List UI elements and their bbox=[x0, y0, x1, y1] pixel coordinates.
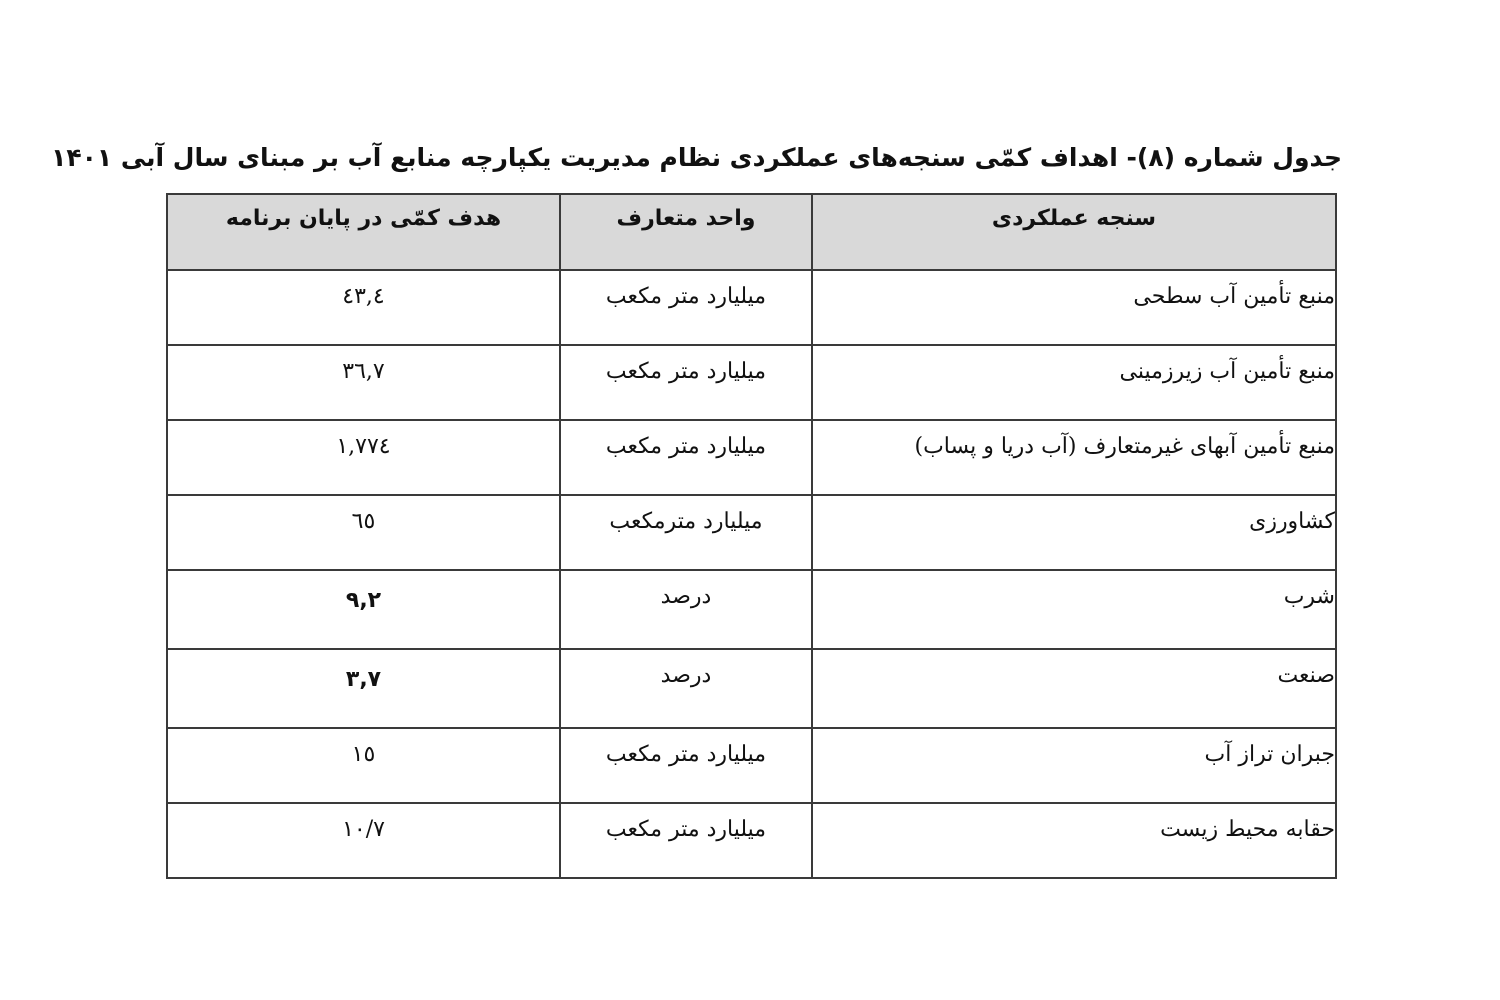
table-caption: جدول شماره (۸)- اهداف کمّی سنجه‌های عملکردی نظام مدیریت یکپارچه منابع آب بر مبنای سال آبی ۱۴۰۱ bbox=[51, 143, 1342, 172]
column-header-metric: سنجه عملکردی bbox=[812, 194, 1336, 270]
target-cell: ۳,۷ bbox=[167, 649, 560, 728]
metric-cell: حقابه محیط زیست bbox=[812, 803, 1336, 878]
target-cell: ١,٧٧٤ bbox=[167, 420, 560, 495]
unit-cell: درصد bbox=[560, 649, 812, 728]
column-header-unit: واحد متعارف bbox=[560, 194, 812, 270]
target-cell: ١٥ bbox=[167, 728, 560, 803]
unit-cell: میلیارد متر مکعب bbox=[560, 420, 812, 495]
metric-cell: صنعت bbox=[812, 649, 1336, 728]
metric-cell: کشاورزی bbox=[812, 495, 1336, 570]
metric-cell: منبع تأمین آبهای غیرمتعارف (آب دریا و پساب) bbox=[812, 420, 1336, 495]
unit-cell: میلیارد مترمکعب bbox=[560, 495, 812, 570]
table-row bbox=[167, 495, 1336, 570]
column-header-target: هدف کمّی در پایان برنامه bbox=[167, 194, 560, 270]
performance-metrics-table bbox=[166, 193, 1337, 879]
metric-cell: منبع تأمین آب سطحی bbox=[812, 270, 1336, 345]
unit-cell: میلیارد متر مکعب bbox=[560, 270, 812, 345]
table-row bbox=[167, 803, 1336, 878]
table-row bbox=[167, 649, 1336, 728]
target-cell: ٤٣,٤ bbox=[167, 270, 560, 345]
unit-cell: میلیارد متر مکعب bbox=[560, 345, 812, 420]
table-header-row bbox=[167, 194, 1336, 270]
table-row bbox=[167, 420, 1336, 495]
metric-cell: شرب bbox=[812, 570, 1336, 649]
table-row bbox=[167, 270, 1336, 345]
metric-cell: منبع تأمین آب زیرزمینی bbox=[812, 345, 1336, 420]
target-cell: ٣٦,٧ bbox=[167, 345, 560, 420]
target-cell: ٦٥ bbox=[167, 495, 560, 570]
target-cell: ١٠/٧ bbox=[167, 803, 560, 878]
table-row bbox=[167, 345, 1336, 420]
table-row bbox=[167, 570, 1336, 649]
unit-cell: میلیارد متر مکعب bbox=[560, 803, 812, 878]
target-cell: ۹,۲ bbox=[167, 570, 560, 649]
unit-cell: درصد bbox=[560, 570, 812, 649]
table-row bbox=[167, 728, 1336, 803]
unit-cell: میلیارد متر مکعب bbox=[560, 728, 812, 803]
metric-cell: جبران تراز آب bbox=[812, 728, 1336, 803]
